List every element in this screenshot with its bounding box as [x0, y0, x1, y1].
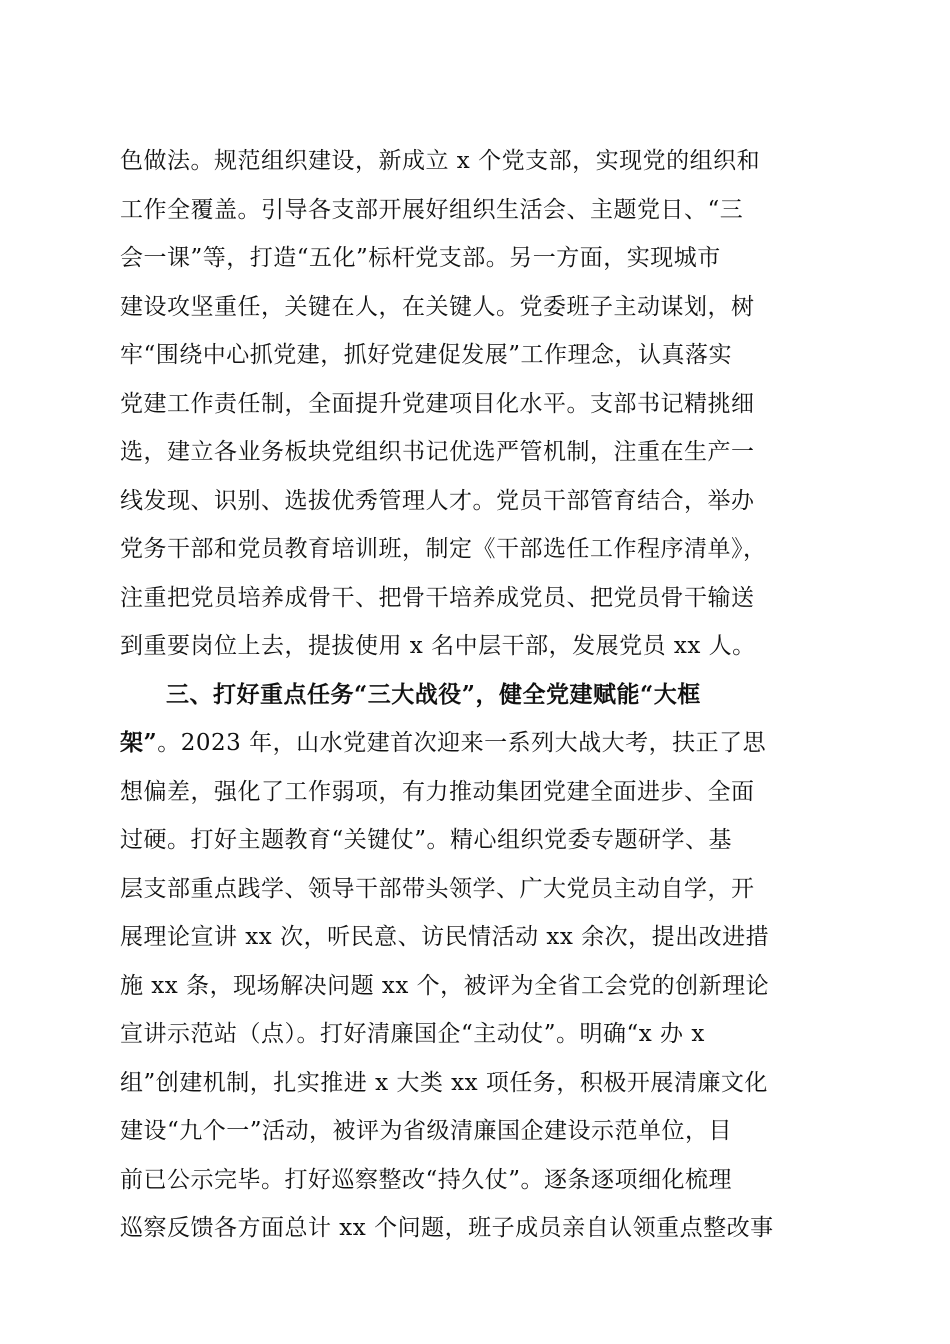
- text-line: 宣讲示范站（点）。打好清廉国企“主动仗”。明确“x 办 x: [120, 1021, 705, 1047]
- text-line: 线发现、识别、选拔优秀管理人才。党员干部管育结合，举办: [120, 487, 755, 514]
- text-line: 党务干部和党员教育培训班，制定《干部选任工作程序清单》，: [120, 536, 767, 562]
- text-line: 施 xx 条，现场解决问题 xx 个，被评为全省工会党的创新理论: [120, 972, 770, 999]
- text-line: 注重把党员培养成骨干、把骨干培养成党员、把党员骨干输送: [120, 584, 755, 611]
- text-line: 工作全覆盖。引导各支部开展好组织生活会、主题党日、“三: [120, 196, 744, 223]
- text-line: 展理论宣讲 xx 次，听民意、访民情活动 xx 余次，提出改进措: [120, 924, 770, 950]
- body-text: [120, 137, 832, 1253]
- text-line: 过硬。打好主题教育“关键仗”。精心组织党委专题研学、基: [120, 827, 733, 853]
- heading-continuation-line: [120, 719, 832, 768]
- heading-tail: 架”: [120, 729, 158, 756]
- text-line: 组”创建机制，扎实推进 x 大类 xx 项任务，积极开展清廉文化: [120, 1069, 768, 1096]
- text-line: 巡察反馈各方面总计 xx 个问题，班子成员亲自认领重点整改事: [120, 1215, 774, 1241]
- paragraph-start: 。2023 年，山水党建首次迎来一系列大战大考，扶正了思: [157, 730, 767, 756]
- text-line: 色做法。规范组织建设，新成立 x 个党支部，实现党的组织和: [120, 148, 761, 174]
- text-line: 选，建立各业务板块党组织书记优选严管机制，注重在生产一: [120, 439, 755, 465]
- text-line: 牢“围绕中心抓党建，抓好党建促发展”工作理念，认真落实: [120, 342, 733, 368]
- text-line: 层支部重点践学、领导干部带头领学、广大党员主动自学，开: [120, 875, 755, 902]
- text-line: 到重要岗位上去，提拔使用 x 名中层干部，发展党员 xx 人。: [120, 633, 756, 659]
- section-heading: 三、打好重点任务“三大战役”，健全党建赋能“大框: [166, 680, 701, 708]
- text-line: 建设“九个一”活动，被评为省级清廉国企建设示范单位，目: [120, 1118, 733, 1144]
- text-line: 建设攻坚重任，关键在人，在关键人。党委班子主动谋划，树: [120, 293, 755, 320]
- text-line: 前已公示完毕。打好巡察整改“持久仗”。逐条逐项细化梳理: [120, 1166, 733, 1193]
- text-line: 党建工作责任制，全面提升党建项目化水平。支部书记精挑细: [120, 390, 755, 417]
- text-line: 会一课”等，打造“五化”标杆党支部。另一方面，实现城市: [120, 245, 721, 271]
- text-line: 想偏差，强化了工作弱项，有力推动集团党建全面进步、全面: [120, 778, 755, 805]
